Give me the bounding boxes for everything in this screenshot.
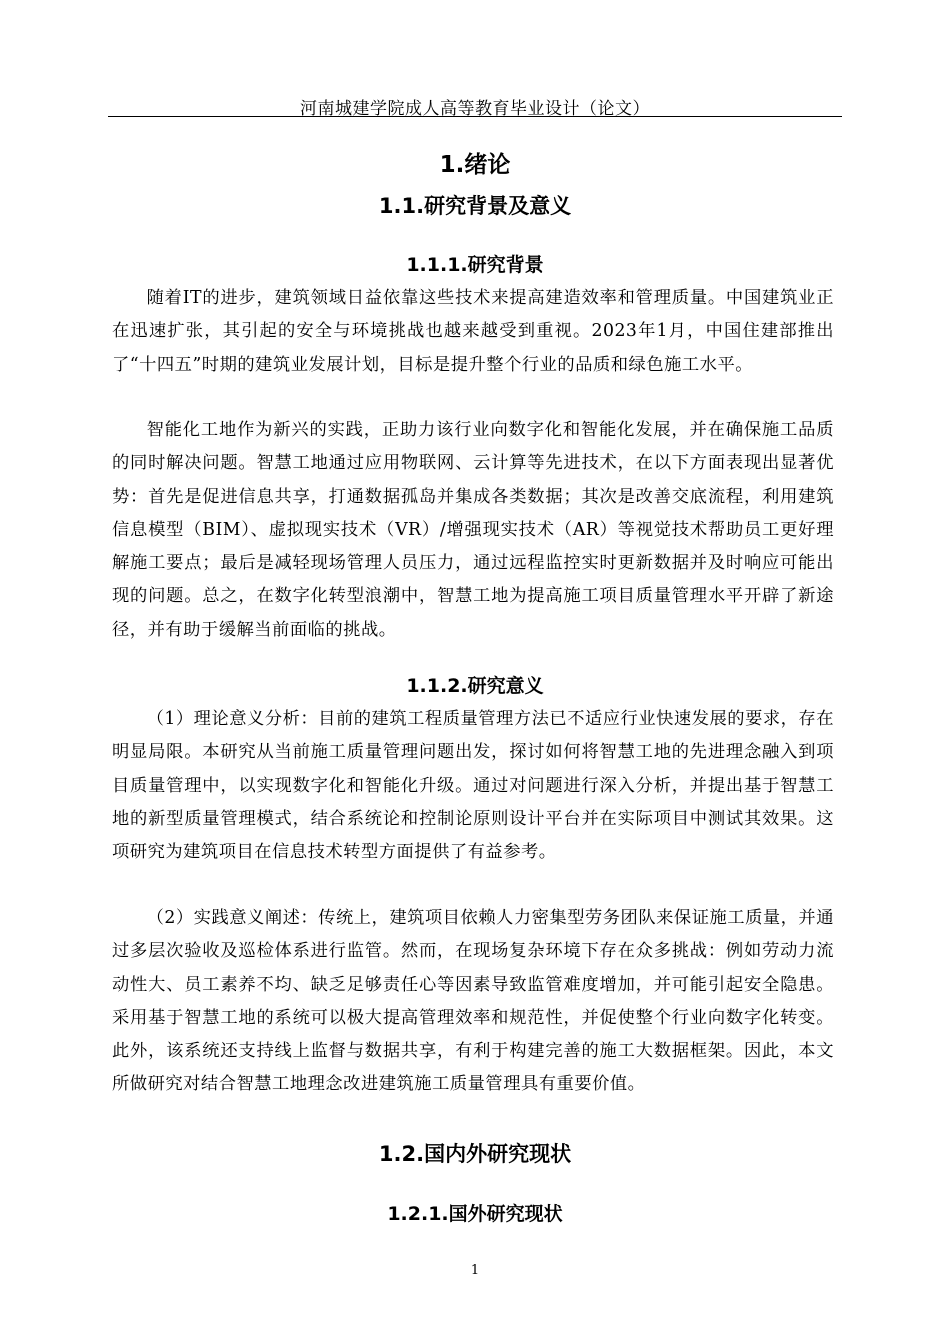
paragraph-significance-2: （2）实践意义阐述：传统上，建筑项目依赖人力密集型劳务团队来保证施工质量，并通过多层次验收及巡检体系进行监管。然而，在现场复杂环境下存在众多挑战：例如劳动力流动性大、员工素养不均、缺乏足够责任心等因素导致监管难度增加，并可能引起安全隐患。采用基于智慧工地的系统可以极大提高管理效率和规范性，并促使整个行业向数字化转变。此外，该系统还支持线上监督与数据共享，有利于构建完善的施工大数据框架。因此，本文所做研究对结合智慧工地理念改进建筑施工质量管理具有重要价值。 [112,908,834,1095]
chapter-title: 1.绪论 [439,152,511,178]
subsection-heading-1-2-1: 1.2.1.国外研究现状 [387,1203,563,1225]
paragraph-background-1: 随着IT的进步，建筑领域日益依靠这些技术来提高建造效率和管理质量。中国建筑业正在迅速扩张，其引起的安全与环境挑战也越来越受到重视。2023年1月，中国住建部推出了“十四五”时期的建筑业发展计划，目标是提升整个行业的品质和绿色施工水平。 [112,288,834,375]
header-divider [108,116,842,117]
paragraph-background-2: 智能化工地作为新兴的实践，正助力该行业向数字化和智能化发展，并在确保施工品质的同时解决问题。智慧工地通过应用物联网、云计算等先进技术，在以下方面表现出显著优势：首先是促进信息共享，打通数据孤岛并集成各类数据；其次是改善交底流程，利用建筑信息模型（BIM）、虚拟现实技术（VR）/增强现实技术（AR）等视觉技术帮助员工更好理解施工要点；最后是减轻现场管理人员压力，通过远程监控实时更新数据并及时响应可能出现的问题。总之，在数字化转型浪潮中，智慧工地为提高施工项目质量管理水平开辟了新途径，并有助于缓解当前面临的挑战。 [112,420,834,640]
page-header: 河南城建学院成人高等教育毕业设计（论文） [300,99,650,119]
page-number: 1 [470,1263,480,1278]
subsection-heading-1-1-1: 1.1.1.研究背景 [406,254,544,276]
paragraph-significance-1: （1）理论意义分析：目前的建筑工程质量管理方法已不适应行业快速发展的要求，存在明显局限。本研究从当前施工质量管理问题出发，探讨如何将智慧工地的先进理念融入到项目质量管理中，以实现数字化和智能化升级。通过对问题进行深入分析，并提出基于智慧工地的新型质量管理模式，结合系统论和控制论原则设计平台并在实际项目中测试其效果。这项研究为建筑项目在信息技术转型方面提供了有益参考。 [112,709,834,863]
subsection-heading-1-1-2: 1.1.2.研究意义 [406,675,544,697]
section-heading-1-1: 1.1.研究背景及意义 [378,194,572,218]
section-heading-1-2: 1.2.国内外研究现状 [378,1142,572,1166]
